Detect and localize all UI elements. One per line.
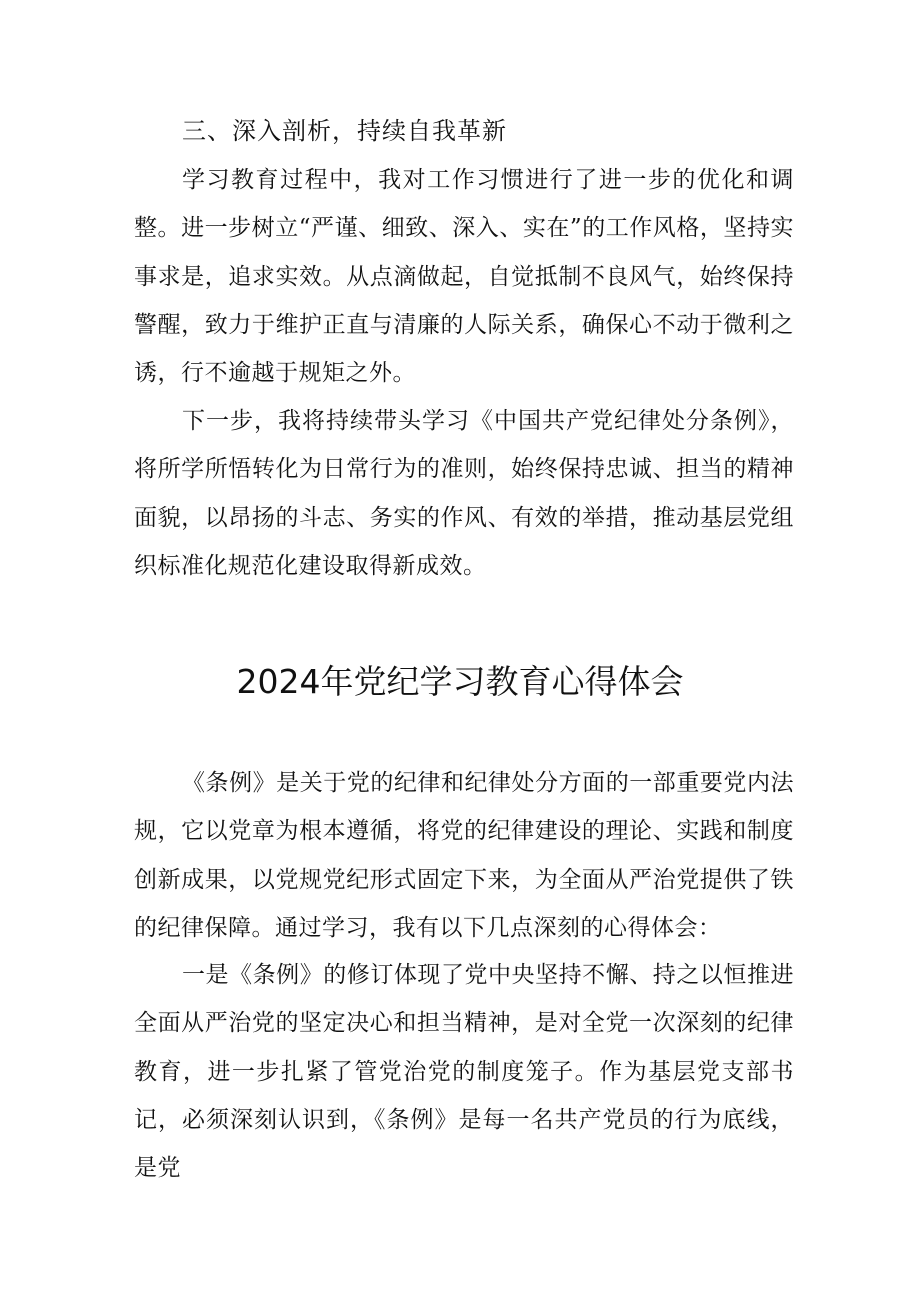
section-paragraph-1: 学习教育过程中，我对工作习惯进行了进一步的优化和调整。进一步树立“严谨、细致、深入、实在”的工作风格，坚持实事求是，追求实效。从点滴做起，自觉抵制不良风气，始终保持警醒，致力于维护正直与清廉的人际关系，确保心不动于微利之诱，行不逾越于规矩之外。 [134, 167, 794, 387]
section-heading: 三、深入剖析，持续自我革新 [182, 117, 507, 145]
section-paragraph-2: 下一步，我将持续带头学习《中国共产党纪律处分条例》，将所学所悟转化为日常行为的准则，始终保持忠诚、担当的精神面貌，以昂扬的斗志、务实的作风、有效的举措，推动基层党组织标准化规范化建设取得新成效。 [134, 408, 794, 579]
article-paragraph-2: 一是《条例》的修订体现了党中央坚持不懈、持之以恒推进全面从严治党的坚定决心和担当精神，是对全党一次深刻的纪律教育，进一步扎紧了管党治党的制度笼子。作为基层党支部书记，必须深刻认识到，《条例》是每一名共产党员的行为底线，是党 [134, 962, 794, 1182]
article-title: 2024年党纪学习教育心得体会 [236, 662, 684, 701]
article-paragraph-1: 《条例》是关于党的纪律和纪律处分方面的一部重要党内法规，它以党章为根本遵循，将党的纪律建设的理论、实践和制度创新成果，以党规党纪形式固定下来，为全面从严治党提供了铁的纪律保障。通过学习，我有以下几点深刻的心得体会： [134, 770, 794, 941]
